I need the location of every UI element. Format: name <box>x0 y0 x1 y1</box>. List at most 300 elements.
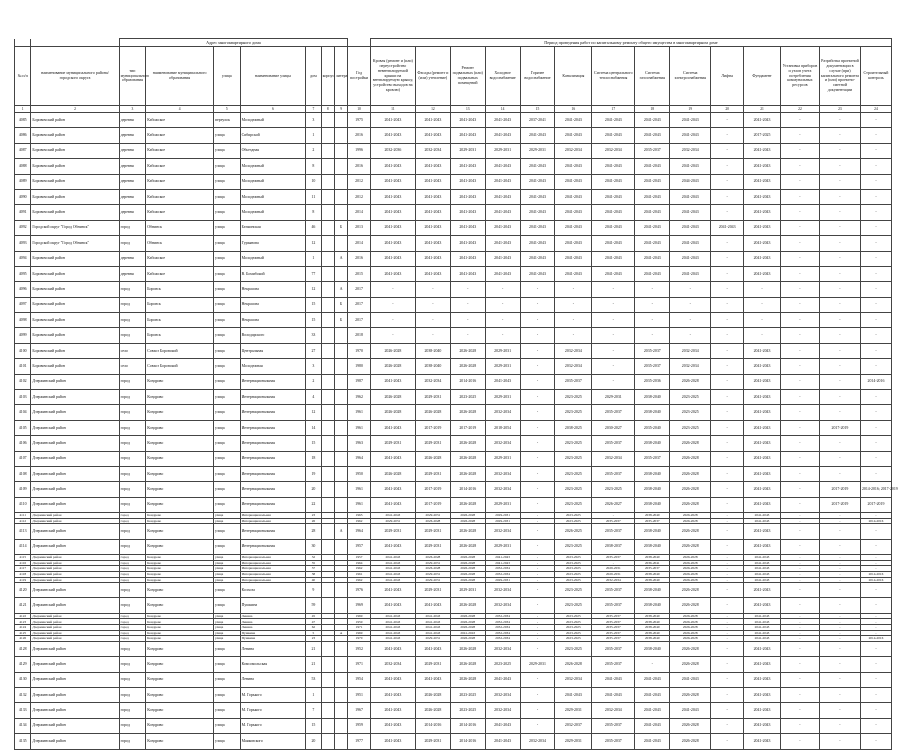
table-cell: 2041-2043 <box>635 236 670 251</box>
table-cell: 2014-2016 <box>860 636 891 642</box>
table-cell: Боровичский район <box>31 328 119 343</box>
table-cell: 1976 <box>348 583 371 598</box>
table-cell: 2029-2031 <box>485 518 520 524</box>
table-cell: 2035-2037 <box>592 641 635 656</box>
table-cell: - <box>415 328 450 343</box>
table-cell: Кабожское <box>146 251 214 266</box>
table-cell: М. Горького <box>240 718 306 733</box>
table-cell: 2026-2028 <box>415 555 450 561</box>
column-header: наименование муниципального района/городского округа <box>31 47 119 106</box>
table-row <box>15 482 892 497</box>
table-cell: улица <box>213 613 240 619</box>
table-cell: - <box>592 313 635 328</box>
table-cell: 2023-2025 <box>555 619 592 625</box>
table-cell: - <box>520 405 555 420</box>
table-cell: - <box>860 672 891 687</box>
table-cell: - <box>819 703 860 718</box>
table-cell: улица <box>213 524 240 539</box>
table-cell: Дзержинский район <box>31 657 119 672</box>
table-cell: - <box>860 466 891 481</box>
table-cell: - <box>555 297 592 312</box>
table-cell: 2041-2043 <box>592 251 635 266</box>
table-cell: - <box>819 359 860 374</box>
table-cell <box>321 113 334 128</box>
table-cell: 2029-2031 <box>415 571 450 577</box>
table-cell: 2023-2025 <box>555 451 592 466</box>
table-cell: 3 <box>306 113 321 128</box>
table-cell: 4103 <box>15 390 31 405</box>
table-cell: - <box>520 703 555 718</box>
table-cell: 4108 <box>15 466 31 481</box>
table-cell: 4110 <box>15 497 31 512</box>
table-cell: 2041-2043 <box>415 641 450 656</box>
table-cell: - <box>780 718 819 733</box>
group-header-spacer <box>31 39 119 47</box>
table-cell: - <box>520 625 555 631</box>
group-header-row <box>15 39 892 47</box>
table-row <box>15 282 892 297</box>
table-cell: 2023-2025 <box>555 436 592 451</box>
table-cell: Дзержинский район <box>31 583 119 598</box>
table-cell: 2041-2043 <box>744 598 781 613</box>
table-cell: 2041-2043 <box>370 641 415 656</box>
table-cell: - <box>780 236 819 251</box>
table-cell: 2026-2028 <box>670 688 711 703</box>
table-cell: 1964 <box>348 451 371 466</box>
table-cell: 2018-2054 <box>485 420 520 435</box>
table-cell: 2041-2043 <box>744 560 781 566</box>
table-cell: 2041-2043 <box>711 220 744 235</box>
table-cell: 23 <box>306 636 321 642</box>
table-row <box>15 266 892 281</box>
table-cell: 2017-2019 <box>860 497 891 512</box>
column-header: улица <box>213 47 240 106</box>
table-cell: 2041-2043 <box>370 613 415 619</box>
table-cell: Дзержинский район <box>31 436 119 451</box>
table-cell: город <box>119 688 146 703</box>
table-cell: 10 <box>306 174 321 189</box>
table-cell: - <box>819 251 860 266</box>
table-cell: 2035-2037 <box>635 343 670 358</box>
table-cell: - <box>819 174 860 189</box>
table-cell: Молодежный <box>240 113 306 128</box>
table-cell <box>321 159 334 174</box>
table-cell: 2035-2037 <box>635 143 670 158</box>
table-cell: - <box>711 374 744 389</box>
table-cell: 2041-2043 <box>670 266 711 281</box>
table-cell: - <box>711 619 744 625</box>
table-cell: 2041-2043 <box>370 571 415 577</box>
table-cell: - <box>860 220 891 235</box>
table-cell: город <box>119 420 146 435</box>
table-cell: 2026-2028 <box>415 703 450 718</box>
table-cell: Молодежный <box>240 251 306 266</box>
table-cell: улица <box>213 482 240 497</box>
table-cell: 1952 <box>348 641 371 656</box>
table-cell: 2041-2043 <box>370 451 415 466</box>
table-cell: 2023-2025 <box>555 577 592 583</box>
table-cell: 2023-2025 <box>670 405 711 420</box>
table-cell <box>334 205 347 220</box>
column-header: Лифты <box>711 47 744 106</box>
table-cell: - <box>370 282 415 297</box>
table-cell: 2032-2034 <box>555 672 592 687</box>
table-cell: 2041-2043 <box>370 703 415 718</box>
table-cell: улица <box>213 497 240 512</box>
table-cell <box>334 497 347 512</box>
table-cell: улица <box>213 405 240 420</box>
table-cell: - <box>819 436 860 451</box>
table-cell: улица <box>213 566 240 572</box>
table-row <box>15 251 892 266</box>
table-cell: 2041-2043 <box>744 451 781 466</box>
table-cell: Гурьянова <box>240 236 306 251</box>
table-cell: 2029-2031 <box>592 566 635 572</box>
table-cell: 2041-2043 <box>415 625 450 631</box>
table-cell: 2032-2034 <box>592 143 635 158</box>
table-cell: - <box>520 297 555 312</box>
table-cell: 2041-2043 <box>370 718 415 733</box>
table-cell: 2017 <box>348 313 371 328</box>
table-cell: 2035-2037 <box>592 630 635 636</box>
table-cell: город <box>119 703 146 718</box>
table-cell: - <box>780 672 819 687</box>
table-cell: 2026-2028 <box>670 497 711 512</box>
table-cell: - <box>520 343 555 358</box>
table-cell <box>334 583 347 598</box>
table-cell: 2026-2028 <box>450 657 485 672</box>
table-cell: 2041-2043 <box>555 113 592 128</box>
table-cell: 2041-2043 <box>415 613 450 619</box>
table-cell: - <box>485 282 520 297</box>
table-cell: - <box>635 282 670 297</box>
table-cell: Дзержинский район <box>31 466 119 481</box>
table-cell: 2023-2025 <box>670 420 711 435</box>
table-cell: 2041-2043 <box>555 205 592 220</box>
column-header: наименование муниципального образования <box>146 47 214 106</box>
table-cell: - <box>780 566 819 572</box>
table-row <box>15 236 892 251</box>
table-cell: 2026-2028 <box>670 482 711 497</box>
column-number: 22 <box>780 106 819 113</box>
table-cell: - <box>780 688 819 703</box>
table-cell: Дзержинский район <box>31 641 119 656</box>
table-cell: - <box>780 343 819 358</box>
table-cell: 1961 <box>348 497 371 512</box>
table-cell: город <box>119 539 146 554</box>
table-cell: 2032-2034 <box>370 657 415 672</box>
table-cell: - <box>780 636 819 642</box>
column-number: 14 <box>485 106 520 113</box>
table-cell: - <box>780 220 819 235</box>
table-cell: 4102 <box>15 374 31 389</box>
table-cell: - <box>780 205 819 220</box>
table-row <box>15 374 892 389</box>
table-row <box>15 359 892 374</box>
table-cell: - <box>711 343 744 358</box>
table-cell: 2041-2043 <box>744 630 781 636</box>
column-number: 23 <box>819 106 860 113</box>
table-cell: 12 <box>306 282 321 297</box>
table-cell: 4130 <box>15 672 31 687</box>
table-cell: - <box>711 577 744 583</box>
table-cell: 2041-2043 <box>592 113 635 128</box>
table-cell: 2029-2031 <box>450 143 485 158</box>
table-cell: - <box>520 390 555 405</box>
column-number: 19 <box>670 106 711 113</box>
table-cell: А <box>334 282 347 297</box>
table-cell: - <box>592 560 635 566</box>
table-cell: 2035-2037 <box>592 636 635 642</box>
table-cell: - <box>711 297 744 312</box>
table-cell: Боровск <box>146 282 214 297</box>
table-cell: 2038-2040 <box>635 583 670 598</box>
table-cell: 2016 <box>348 251 371 266</box>
table-cell: деревня <box>119 159 146 174</box>
table-cell: 35 <box>306 560 321 566</box>
table-cell: город <box>119 577 146 583</box>
table-cell: 2029-2031 <box>485 143 520 158</box>
table-cell: - <box>711 703 744 718</box>
table-cell: - <box>370 297 415 312</box>
table-cell: 2041-2043 <box>744 189 781 204</box>
table-cell: село <box>119 343 146 358</box>
table-cell: 4096 <box>15 282 31 297</box>
table-cell: 2032-2034 <box>485 405 520 420</box>
table-cell: 2041-2043 <box>370 174 415 189</box>
table-cell <box>321 598 334 613</box>
table-cell: 2026-2025 <box>555 524 592 539</box>
table-cell: город <box>119 524 146 539</box>
table-cell: - <box>819 560 860 566</box>
table-cell: улица <box>213 641 240 656</box>
table-cell: деревня <box>119 251 146 266</box>
table-cell: 2029-2031 <box>485 359 520 374</box>
table-cell: 2041-2043 <box>370 560 415 566</box>
table-cell: улица <box>213 513 240 519</box>
table-cell: - <box>780 641 819 656</box>
table-cell: улица <box>213 282 240 297</box>
table-cell: 2032-2037 <box>555 718 592 733</box>
table-cell <box>321 734 334 749</box>
table-cell: 2041-2043 <box>415 220 450 235</box>
table-cell: 2041-2043 <box>370 236 415 251</box>
table-cell: - <box>780 436 819 451</box>
table-cell: 5 <box>306 630 321 636</box>
table-cell: - <box>780 577 819 583</box>
table-cell: - <box>520 282 555 297</box>
column-number: 12 <box>415 106 450 113</box>
table-cell: - <box>592 297 635 312</box>
table-cell: Молодежный <box>240 174 306 189</box>
table-cell: - <box>780 390 819 405</box>
table-cell: 2023-2025 <box>555 625 592 631</box>
table-cell: - <box>520 328 555 343</box>
table-cell: Интернациональная <box>240 555 306 561</box>
table-cell: 2041-2043 <box>670 236 711 251</box>
table-cell: Боровск <box>146 297 214 312</box>
table-cell: 2041-2043 <box>744 539 781 554</box>
table-cell: 1962 <box>348 390 371 405</box>
table-cell: - <box>780 703 819 718</box>
table-cell: 2041-2043 <box>592 220 635 235</box>
table-cell: - <box>819 625 860 631</box>
table-cell: 2014-2016 <box>450 482 485 497</box>
table-cell: 2026-2028 <box>415 518 450 524</box>
table-cell: 4086 <box>15 128 31 143</box>
table-cell: 2041-2043 <box>450 205 485 220</box>
table-cell: 2041-2043 <box>670 205 711 220</box>
table-cell: 2032-2034 <box>415 374 450 389</box>
table-cell: 2017 <box>348 297 371 312</box>
table-cell: 2041-2043 <box>744 566 781 572</box>
table-cell: 2041-2043 <box>670 128 711 143</box>
table-cell: Городской округ "Город Обнинск" <box>31 236 119 251</box>
table-cell: - <box>520 560 555 566</box>
table-cell: Кондрово <box>146 598 214 613</box>
table-cell <box>334 734 347 749</box>
table-cell: 2041-2043 <box>635 205 670 220</box>
table-cell: 1971 <box>348 657 371 672</box>
table-cell: - <box>860 297 891 312</box>
table-cell: 4092 <box>15 220 31 235</box>
table-cell: 2041-2043 <box>670 159 711 174</box>
table-cell: - <box>520 420 555 435</box>
table-cell: 4107 <box>15 451 31 466</box>
table-cell: Кондрово <box>146 405 214 420</box>
table-row <box>15 343 892 358</box>
table-cell: - <box>780 282 819 297</box>
table-cell: Молодежная <box>240 359 306 374</box>
table-cell: 2041-2043 <box>415 598 450 613</box>
table-cell: Кондрово <box>146 657 214 672</box>
table-cell: 4 <box>306 390 321 405</box>
table-cell: 2041-2043 <box>555 251 592 266</box>
table-cell: Кондрово <box>146 625 214 631</box>
table-cell: 2038-2040 <box>635 598 670 613</box>
table-cell: - <box>555 328 592 343</box>
table-cell: улица <box>213 718 240 733</box>
table-cell: 1961 <box>348 405 371 420</box>
table-cell <box>334 128 347 143</box>
table-cell: Дзержинский район <box>31 539 119 554</box>
table-cell: - <box>860 524 891 539</box>
table-cell: - <box>520 524 555 539</box>
table-cell: 2026-2028 <box>450 436 485 451</box>
table-cell: - <box>711 560 744 566</box>
table-cell <box>334 159 347 174</box>
table-cell: Боровичский район <box>31 189 119 204</box>
table-cell: - <box>520 571 555 577</box>
table-row <box>15 220 892 235</box>
table-row <box>15 688 892 703</box>
table-cell: 1950 <box>348 466 371 481</box>
table-cell <box>321 236 334 251</box>
table-cell: 40 <box>306 577 321 583</box>
table-cell: Интернациональная <box>240 497 306 512</box>
table-cell: город <box>119 718 146 733</box>
table-cell: - <box>744 297 781 312</box>
table-cell: 2041-2043 <box>744 174 781 189</box>
table-row <box>15 189 892 204</box>
table-cell: - <box>860 613 891 619</box>
table-cell: 2029-2031 <box>485 451 520 466</box>
table-cell: - <box>520 518 555 524</box>
table-cell: улица <box>213 657 240 672</box>
table-cell: Володарского <box>240 328 306 343</box>
table-cell: 2032-2034 <box>670 359 711 374</box>
table-cell: - <box>780 266 819 281</box>
table-cell: Пушкина <box>240 630 306 636</box>
table-cell: Интернациональная <box>240 560 306 566</box>
table-cell: 2032-2034 <box>485 436 520 451</box>
table-cell: город <box>119 566 146 572</box>
table-cell: 2014-2016 <box>450 374 485 389</box>
table-cell: Интернациональная <box>240 566 306 572</box>
table-row <box>15 466 892 481</box>
table-cell: Кондрово <box>146 420 214 435</box>
table-cell: 2026-2028 <box>670 613 711 619</box>
table-cell: 2038-2040 <box>635 539 670 554</box>
table-cell: 2035-2037 <box>592 718 635 733</box>
table-cell: 2029-2031 <box>415 636 450 642</box>
table-cell: - <box>860 513 891 519</box>
table-cell: 2041-2043 <box>635 174 670 189</box>
table-cell: Обьездная <box>240 143 306 158</box>
table-cell: 2041-2043 <box>635 266 670 281</box>
table-cell: 1970 <box>348 343 371 358</box>
table-cell: 8 <box>306 159 321 174</box>
table-cell: 4099 <box>15 328 31 343</box>
table-cell: Кондрово <box>146 374 214 389</box>
table-cell: Дзержинский район <box>31 625 119 631</box>
table-row <box>15 497 892 512</box>
table-cell: 2026-2028 <box>450 451 485 466</box>
table-cell: город <box>119 613 146 619</box>
table-cell: 2026-2028 <box>670 657 711 672</box>
table-cell <box>321 718 334 733</box>
table-cell: 2035-2037 <box>592 625 635 631</box>
table-cell: Кондрово <box>146 641 214 656</box>
table-cell: 2038-2040 <box>415 343 450 358</box>
table-cell: Кабожское <box>146 159 214 174</box>
table-cell: 1962 <box>348 577 371 583</box>
table-cell: 2014-2016 <box>450 718 485 733</box>
table-cell: Кондрово <box>146 513 214 519</box>
table-cell: - <box>592 343 635 358</box>
table-cell: 2037-2041 <box>520 113 555 128</box>
table-cell: Интернациональная <box>240 577 306 583</box>
table-cell: - <box>520 636 555 642</box>
table-cell: 2023-2025 <box>555 518 592 524</box>
table-cell: 2013 <box>348 220 371 235</box>
table-cell: - <box>520 313 555 328</box>
table-cell: - <box>819 513 860 519</box>
table-cell: Сибирской <box>240 128 306 143</box>
table-cell: 2041-2043 <box>744 524 781 539</box>
table-cell: 2041-2043 <box>592 688 635 703</box>
table-cell: 3 <box>306 359 321 374</box>
table-cell: 2032-2034 <box>415 143 450 158</box>
table-cell: - <box>780 598 819 613</box>
table-cell <box>321 128 334 143</box>
table-cell: - <box>860 236 891 251</box>
table-cell: 2029-2031 <box>415 657 450 672</box>
table-cell: 2041-2043 <box>370 598 415 613</box>
table-cell: - <box>860 703 891 718</box>
table-cell: 2041-2043 <box>744 497 781 512</box>
table-cell: деревня <box>119 113 146 128</box>
